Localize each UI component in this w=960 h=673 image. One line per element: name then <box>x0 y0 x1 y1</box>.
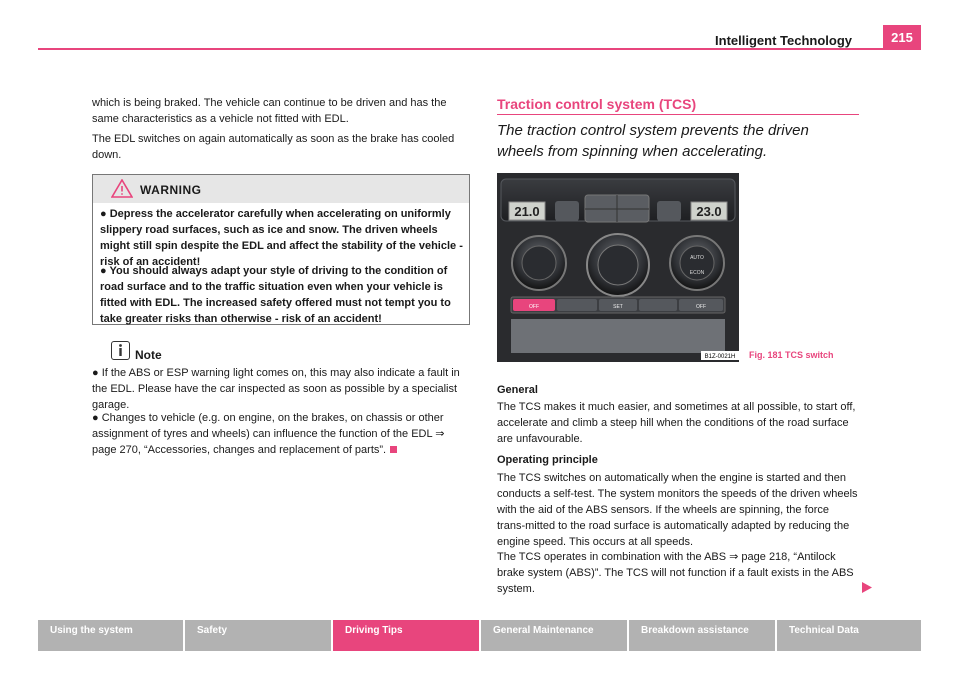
note-title: Note <box>135 348 162 362</box>
tcs-off-button: OFF <box>529 304 539 310</box>
next-page-arrow-icon[interactable] <box>862 582 872 593</box>
general-text: The TCS makes it much easier, and sometimes at all possible, to start off, accelerate and climb a steep hill when the conditions of the road surface are unfavourable. <box>497 401 856 445</box>
general-heading: General <box>497 384 538 396</box>
knob-auto-label: AUTO <box>690 255 704 261</box>
abs-combination-text: The TCS operates in combination with the ABS ⇒ page 218, “Antilock brake system (ABS)”. The TCS will not function if a fault exists in the ABS system. <box>497 551 854 595</box>
bullet-icon: ● <box>92 412 102 424</box>
paragraph-edl-continue: which is being braked. The vehicle can continue to be driven and has the same characteristics as a vehicle not fitted with EDL. <box>92 97 447 125</box>
warning-item: ● Depress the accelerator carefully when accelerating on uniformly slippery road surfaces, such as ice and snow. The driven wheels might still spin despite the EDL and affect the stability of the vehicle - risk of an accident! <box>100 208 463 268</box>
operating-principle-text: The TCS switches on automatically when the engine is started and then conducts a self-test. The system monitors the speeds of the driven wheels with the aid of the ABS sensors. If the wheels are spinning, the force trans-mitted to the road surface is automatically adapted by reducing the engine speed. This occurs at all speeds. <box>497 472 858 548</box>
airbag-off-button: OFF <box>696 304 706 310</box>
paragraph-edl-cooled: The EDL switches on again automatically as soon as the brake has cooled down. <box>92 133 455 161</box>
tab-driving-tips[interactable]: Driving Tips <box>333 620 479 651</box>
bullet-icon: ● <box>100 265 110 277</box>
note-item: ● Changes to vehicle (e.g. on engine, on the brakes, on chassis or other assignment of tyres and wheels) can influence the function of the EDL ⇒ page 270, “Accessories, changes and replacement of parts”. <box>92 412 445 456</box>
bullet-icon: ● <box>92 367 102 379</box>
bullet-icon: ● <box>100 208 110 220</box>
set-button: SET <box>613 304 623 310</box>
chapter-title: Intelligent Technology <box>715 33 852 48</box>
figure-tcs-switch <box>497 173 739 362</box>
warning-box <box>92 174 470 325</box>
warning-header <box>93 175 469 203</box>
warning-item: ● You should always adapt your style of driving to the condition of road surface and to the traffic situation even when your vehicle is fitted with EDL. The increased safety offered must not tempt you to take greater risks than otherwise - risk of an accident! <box>100 265 451 325</box>
warning-triangle-icon <box>111 179 133 198</box>
operating-principle-heading: Operating principle <box>497 454 598 466</box>
section-intro: The traction control system prevents the driven wheels from spinning when accelerating. <box>497 122 809 160</box>
tab-safety[interactable]: Safety <box>185 620 331 651</box>
figure-code: B1Z-0021H <box>704 354 736 360</box>
knob-econ-label: ECON <box>689 270 705 276</box>
page-number: 215 <box>883 25 921 49</box>
display-left: 21.0 <box>514 204 540 219</box>
note-icon <box>111 341 130 360</box>
note-item: ● If the ABS or ESP warning light comes on, this may also indicate a fault in the EDL. Please have the car inspected as soon as possible by a specialist garage. <box>92 367 460 411</box>
footer-nav <box>38 620 921 651</box>
header-rule <box>38 48 921 50</box>
tab-using-the-system[interactable]: Using the system <box>38 620 183 651</box>
section-title: Traction control system (TCS) <box>497 96 697 112</box>
section-rule <box>497 114 859 115</box>
display-right: 23.0 <box>696 204 722 219</box>
end-of-section-icon <box>390 446 397 453</box>
warning-title: WARNING <box>140 183 202 197</box>
tab-general-maintenance[interactable]: General Maintenance <box>481 620 627 651</box>
tab-technical-data[interactable]: Technical Data <box>777 620 921 651</box>
figure-caption: Fig. 181 TCS switch <box>749 350 834 360</box>
tab-breakdown-assistance[interactable]: Breakdown assistance <box>629 620 775 651</box>
